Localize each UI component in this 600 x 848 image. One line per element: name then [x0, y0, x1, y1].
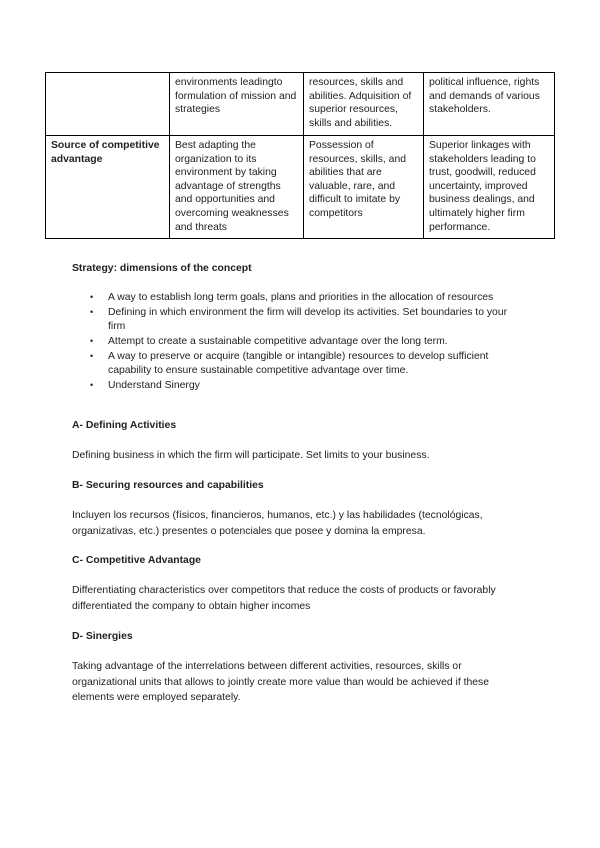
list-item — [90, 291, 520, 305]
section-heading: C- Competitive Advantage — [72, 555, 201, 566]
list-item-text: Attempt to create a sustainable competitive advantage over the long term. — [108, 335, 448, 347]
dimensions-title: Strategy: dimensions of the concept — [72, 263, 252, 274]
table-cell: resources, skills and abilities. Adquisition of superior resources, skills and abilities. — [304, 73, 424, 136]
table-cell: Best adapting the organization to its environment by taking advantage of strengths and opportunities and overcoming weaknesses and threats — [170, 136, 304, 239]
list-item-text: A way to establish long term goals, plans and priorities in the allocation of resources — [108, 292, 494, 303]
list-item-text: A way to preserve or acquire (tangible or intangible) resources to develop sufficient capability to ensure sustainable competitive advantage over time. — [108, 351, 489, 376]
section-securing-resources-body — [72, 508, 534, 539]
section-competitive-advantage — [72, 554, 532, 568]
list-item — [90, 379, 520, 393]
table-row — [46, 136, 555, 239]
section-heading: B- Securing resources and capabilities — [72, 480, 264, 491]
section-defining-activities — [72, 419, 532, 433]
bullet-icon: • — [90, 335, 94, 346]
strategy-comparison-table — [45, 72, 555, 239]
list-item-text: Understand Sinergy — [108, 379, 200, 391]
table-cell: Superior linkages with stakeholders leading to trust, goodwill, reduced uncertainty, improved business dealings, and ultimately higher firm performance. — [424, 136, 555, 239]
section-defining-activities-body — [72, 448, 532, 464]
section-sinergies-body — [72, 659, 527, 706]
section-sinergies — [72, 630, 532, 644]
row-header-cell — [46, 73, 170, 136]
table-cell: environments leadingto formulation of mission and strategies — [170, 73, 304, 136]
dimensions-section — [72, 262, 532, 276]
bullet-icon: • — [90, 307, 94, 318]
section-heading: D- Sinergies — [72, 631, 133, 642]
list-item — [90, 335, 520, 349]
table-row — [46, 73, 555, 136]
list-item — [90, 306, 520, 333]
list-item — [90, 350, 520, 377]
row-header-cell: Source of competitive advantage — [46, 136, 170, 239]
section-body: Differentiating characteristics over competitors that reduce the costs of products or favorably differentiated the company to obtain higher incomes — [72, 585, 496, 612]
section-body: Defining business in which the firm will participate. Set limits to your business. — [72, 450, 430, 461]
bullet-icon: • — [90, 379, 94, 390]
section-body: Incluyen los recursos (físicos, financieros, humanos, etc.) y las habilidades (tecnológicas, organizativas, etc.) presentes o potenciales que posee y domina la empresa. — [72, 510, 483, 537]
table-cell: political influence, rights and demands of various stakeholders. — [424, 73, 555, 136]
section-heading: A- Defining Activities — [72, 420, 177, 431]
bullet-icon: • — [90, 351, 94, 362]
bullet-icon: • — [90, 292, 94, 302]
table-cell: Possession of resources, skills, and abilities that are valuable, rare, and difficult to imitate by competitors — [304, 136, 424, 239]
section-body: Taking advantage of the interrelations between different activities, resources, skills or organizational units that allows to jointly create more value than would be achieved if these elements were employed separately. — [72, 661, 490, 703]
list-item-text: Defining in which environment the firm will develop its activities. Set boundaries to your firm — [108, 307, 508, 332]
dimensions-bullet-list — [90, 291, 520, 394]
section-securing-resources — [72, 479, 532, 493]
section-competitive-advantage-body — [72, 583, 527, 614]
